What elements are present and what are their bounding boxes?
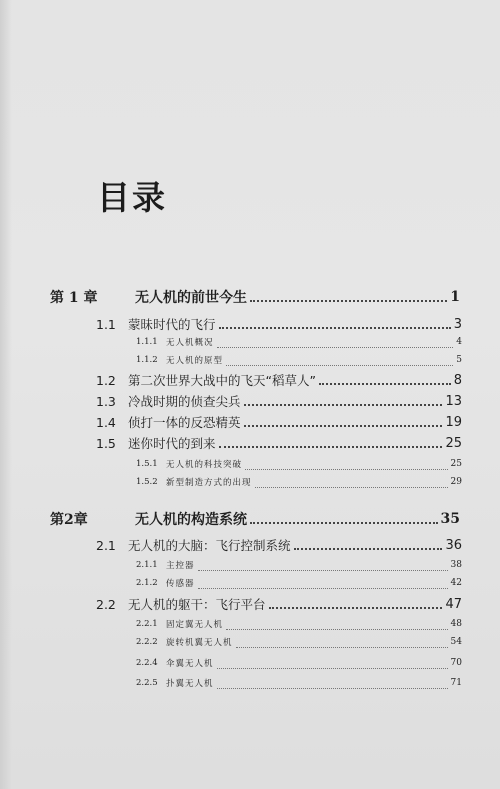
leader-dots [219,325,451,329]
leader-dots [217,687,448,689]
toc-subsection-entry[interactable] [0,333,500,351]
leader-dots [217,346,454,348]
toc-subsection-entry[interactable] [0,556,500,574]
toc-title: 传感器 [166,579,195,589]
toc-number: 1.5.1 [136,459,158,469]
toc-page-number: 1 [450,289,460,305]
toc-number: 2.2.1 [136,619,158,629]
toc-section-entry[interactable] [0,392,500,410]
toc-title: 无人机的前世今生 [135,290,247,306]
toc-number: 2.2 [96,596,116,612]
toc-page-number: 42 [450,578,462,588]
toc-title: 固定翼无人机 [166,620,224,630]
toc-page-number: 54 [450,637,462,647]
toc-title: 无人机的原型 [166,356,224,366]
toc-title: 迷你时代的到来 [128,436,216,451]
toc-page-number: 25 [450,459,462,469]
toc-title: 无人机的构造系统 [135,512,247,528]
toc-subsection-entry[interactable] [0,574,500,592]
toc-subsection-entry[interactable] [0,654,500,672]
toc-page-number: 38 [450,560,462,570]
toc-title: 无人机的科技突破 [166,460,243,470]
toc-subsection-entry[interactable] [0,633,500,651]
toc-number: 2.1 [96,537,116,553]
toc-section-entry[interactable] [0,434,500,452]
toc-title: 无人机概况 [166,338,214,348]
toc-page-number: 48 [450,619,462,629]
toc-number: 第 1 章 [50,290,98,306]
leader-dots [217,667,448,669]
toc-title: 伞翼无人机 [166,659,214,669]
leader-dots [219,444,443,448]
leader-dots [255,486,448,488]
toc-number: 1.1.1 [136,337,158,347]
toc-title: 无人机的躯干：飞行平台 [128,597,266,612]
toc-section-entry[interactable] [0,413,500,431]
toc-section-entry[interactable] [0,536,500,554]
toc-title: 蒙昧时代的飞行 [128,317,216,332]
toc-page-number: 5 [456,355,462,365]
toc-chapter-entry[interactable] [0,288,500,306]
toc-number: 2.2.5 [136,678,158,688]
toc-page-number: 25 [445,435,462,451]
toc-title: 侦打一体的反恐精英 [128,415,241,430]
toc-number: 1.4 [96,414,116,430]
leader-dots [294,546,443,550]
toc-page-number: 71 [450,678,462,688]
leader-dots [236,646,448,648]
toc-number: 1.2 [96,372,116,388]
toc-page-number: 47 [445,596,462,612]
toc-number: 2.2.2 [136,637,158,647]
toc-number: 1.5.2 [136,477,158,487]
toc-section-entry[interactable] [0,371,500,389]
toc-section-entry[interactable] [0,595,500,613]
toc-number: 1.1 [96,316,116,332]
toc-number: 1.3 [96,393,116,409]
toc-number: 1.5 [96,435,116,451]
toc-title: 主控器 [166,561,195,571]
toc-number: 2.1.2 [136,578,158,588]
toc-chapter-entry[interactable] [0,510,500,528]
leader-dots [244,423,443,427]
toc-title: 扑翼无人机 [166,679,214,689]
toc-page-number: 70 [450,658,462,668]
toc-page-number: 3 [453,316,462,332]
leader-dots [226,628,448,630]
toc-section-entry[interactable] [0,315,500,333]
toc-subsection-entry[interactable] [0,674,500,692]
toc-title: 旋转机翼无人机 [166,638,233,648]
toc-number: 2.1.1 [136,560,158,570]
toc-page-number: 36 [445,537,462,553]
page-title: 目录 [97,178,167,217]
toc-title: 无人机的大脑：飞行控制系统 [128,538,291,553]
leader-dots [269,605,443,609]
leader-dots [198,569,448,571]
toc-page-number: 35 [440,511,460,527]
toc-title: 第二次世界大战中的飞天“稻草人” [128,373,316,388]
toc-number: 2.2.4 [136,658,158,668]
toc-page-number: 4 [456,337,462,347]
leader-dots [198,587,448,589]
toc-title: 新型制造方式的出现 [166,478,252,488]
toc-subsection-entry[interactable] [0,455,500,473]
toc-page-number: 29 [450,477,462,487]
toc-page-number: 8 [453,372,462,388]
leader-dots [226,364,453,366]
toc-number: 1.1.2 [136,355,158,365]
toc-title: 冷战时期的侦查尖兵 [128,394,241,409]
leader-dots [319,381,451,385]
leader-dots [245,468,448,470]
leader-dots [250,298,447,302]
toc-number: 第2章 [50,512,88,528]
leader-dots [244,402,443,406]
toc-subsection-entry[interactable] [0,351,500,369]
toc-page-number: 13 [445,393,462,409]
toc-page-number: 19 [445,414,462,430]
toc-subsection-entry[interactable] [0,473,500,491]
toc-subsection-entry[interactable] [0,615,500,633]
leader-dots [250,520,438,524]
